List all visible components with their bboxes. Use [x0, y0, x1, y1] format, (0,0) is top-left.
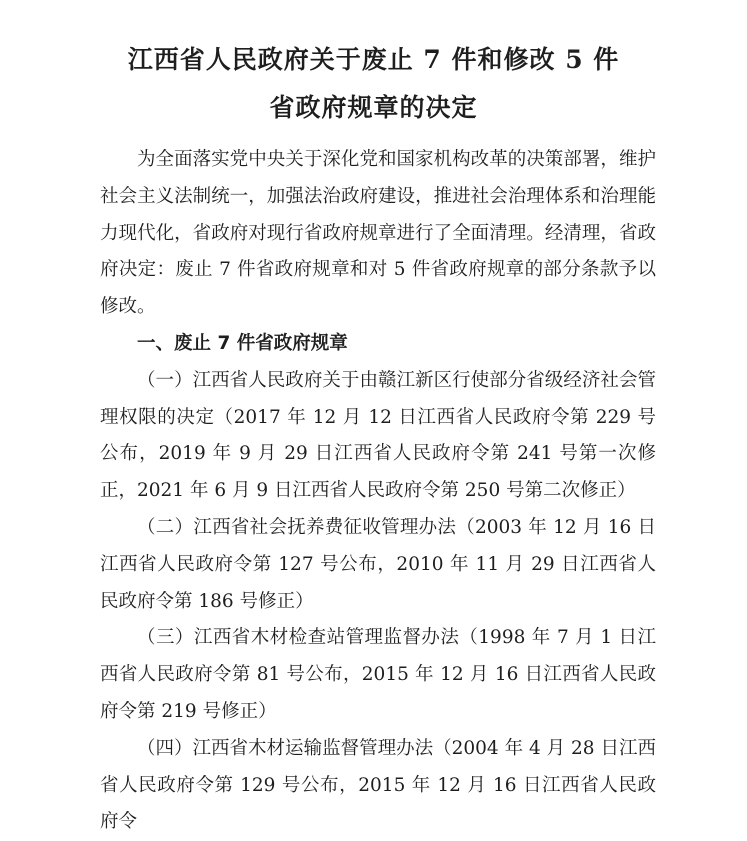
document-body [100, 142, 656, 841]
list-item: （一）江西省人民政府关于由赣江新区行使部分省级经济社会管理权限的决定（2017 年 12 月 12 日江西省人民政府令第 229 号公布，2019 年 9 月 29 日江西省人民政府令第 241 号第一次修正，2021 年 6 月 9 日江西省人民政府令第 250 号第二次修正） [100, 369, 656, 502]
list-item: （三）江西省木材检查站管理监督办法（1998 年 7 月 1 日江西省人民政府令第 81 号公布，2015 年 12 月 16 日江西省人民政府令第 219 号修正） [100, 627, 656, 722]
section-heading: 一、废止 7 件省政府规章 [137, 332, 348, 354]
document-title-line-1: 江西省人民政府关于废止 7 件和修改 5 件 [127, 45, 620, 74]
list-item: （二）江西省社会抚养费征收管理办法（2003 年 12 月 16 日江西省人民政府令第 127 号公布，2010 年 11 月 29 日江西省人民政府令第 186 号修正） [100, 516, 656, 612]
list-item: （四）江西省木材运输监督管理办法（2004 年 4 月 28 日江西省人民政府令第 129 号公布，2015 年 12 月 16 日江西省人民政府令 [100, 737, 656, 833]
intro-paragraph: 为全面落实党中央关于深化党和国家机构改革的决策部署，维护社会主义法制统一，加强法治政府建设，推进社会治理体系和治理能力现代化，省政府对现行省政府规章进行了全面清理。经清理，省政府决定：废止 7 件省政府规章和对 5 件省政府规章的部分条款予以修改。 [100, 149, 656, 318]
document-title-line-2: 省政府规章的决定 [269, 93, 478, 122]
